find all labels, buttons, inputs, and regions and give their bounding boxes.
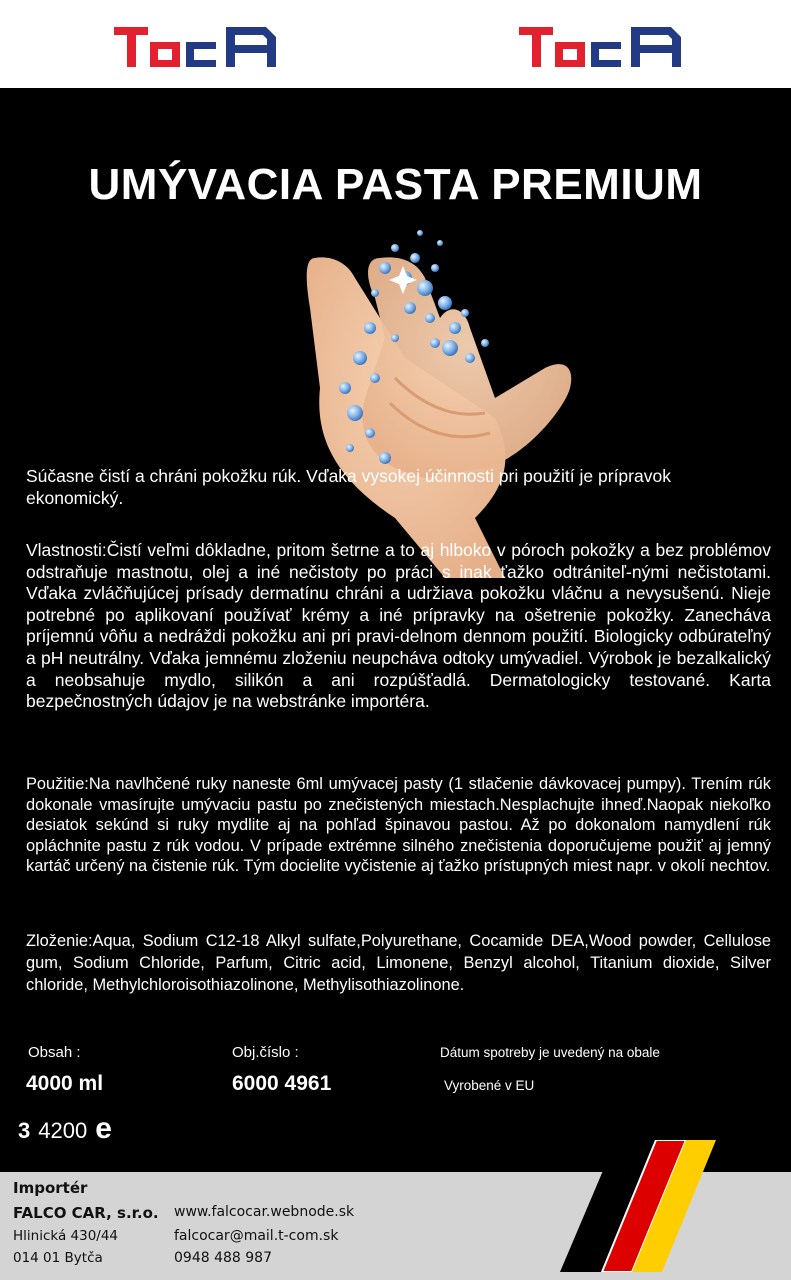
order-number-value: 6000 4961 [232, 1072, 332, 1095]
estimated-sign: e [95, 1112, 112, 1145]
importer-city: 014 01 Bytča [13, 1250, 103, 1266]
toca-logo-right [519, 22, 681, 72]
importer-company: FALCO CAR, s.r.o. [13, 1204, 159, 1222]
made-in-note: Vyrobené v EU [444, 1078, 535, 1093]
toca-logo-left [114, 22, 276, 72]
product-title: UMÝVACIA PASTA PREMIUM [88, 160, 703, 209]
composition-text: Zloženie:Aqua, Sodium C12-18 Alkyl sulfate,Polyurethane, Cocamide DEA,Wood powder, Cellulose gum, Sodium Chloride, Parfum, Citric acid, Limonene, Benzyl alcohol, Titanium dioxide, Silver chloride, Methylchloroisothiazolinone, Methylisothiazolinone. [26, 932, 771, 994]
code-number: 4200 [38, 1118, 88, 1143]
code-prefix: 3 [18, 1118, 31, 1143]
content-label: Obsah : [28, 1044, 81, 1061]
importer-phone: 0948 488 987 [174, 1250, 272, 1266]
content-value: 4000 ml [26, 1072, 104, 1095]
importer-email: falcocar@mail.t-com.sk [174, 1228, 339, 1244]
importer-title: Importér [13, 1179, 88, 1197]
top-logo-band [0, 0, 791, 88]
properties-text: Vlastnosti:Čistí veľmi dôkladne, pritom šetrne a to aj hlboko v póroch pokožky a bez problémov odstraňuje mastnotu, olej a iné nečistoty po práci s inak ťažko odtrániteľ-nými nečistotami. Vďaka zvláčňujúcej prísady dermatínu chráni a udržiava pokožku vláčnu a nevysušenú. Nieje potrebné po aplikovaní používať krémy a iné prípravky na ošetrenie pokožky. Zanecháva príjemnú vôňu a nedráždi pokožku ani pri pravi-delnom dennom použití. Biologicky odbúrateľný a pH neutrálny. Vďaka jemnému zloženiu neupcháva odtoky umývadiel. Výrobok je bezalkalický a neobsahuje mydlo, silikón a ani rozpúšťadlá. Dermatologicky testované. Karta bezpečnostných údajov je na webstránke importéra. [26, 540, 771, 712]
expiry-note: Dátum spotreby je uvedený na obale [440, 1045, 660, 1060]
usage-text: Použitie:Na navlhčené ruky naneste 6ml umývacej pasty (1 stlačenie dávkovacej pumpy). Trením rúk dokonale vmasírujte umývaciu pastu po znečistených miestach.Nesplachujte ihneď.Naopak niekoľko desiatok sekúnd si ruky mydlite aj na pohľad špinavou pastou. Až po dokonalom namydlení rúk opláchnite pastu z rúk vodou. V prípade extrémne silného znečistenia doporučujeme použiť aj jemný kartáč určený na čistenie rúk. Tým docielite vyčistenie aj ťažko prístupných miest napr. v okolí nechtov. [26, 775, 771, 876]
importer-street: Hlinická 430/44 [13, 1228, 119, 1244]
order-number-label: Obj.číslo : [232, 1044, 299, 1061]
hands-washing-icon [275, 218, 575, 578]
product-label-panel [0, 88, 791, 1172]
german-flag-stripes-icon [560, 1140, 716, 1272]
product-code [18, 1112, 112, 1146]
importer-website: www.falcocar.webnode.sk [174, 1204, 355, 1220]
intro-text: Súčasne čistí a chráni pokožku rúk. Vďaka vysokej účinnosti pri použití je prípravok ekonomický. [26, 466, 671, 508]
